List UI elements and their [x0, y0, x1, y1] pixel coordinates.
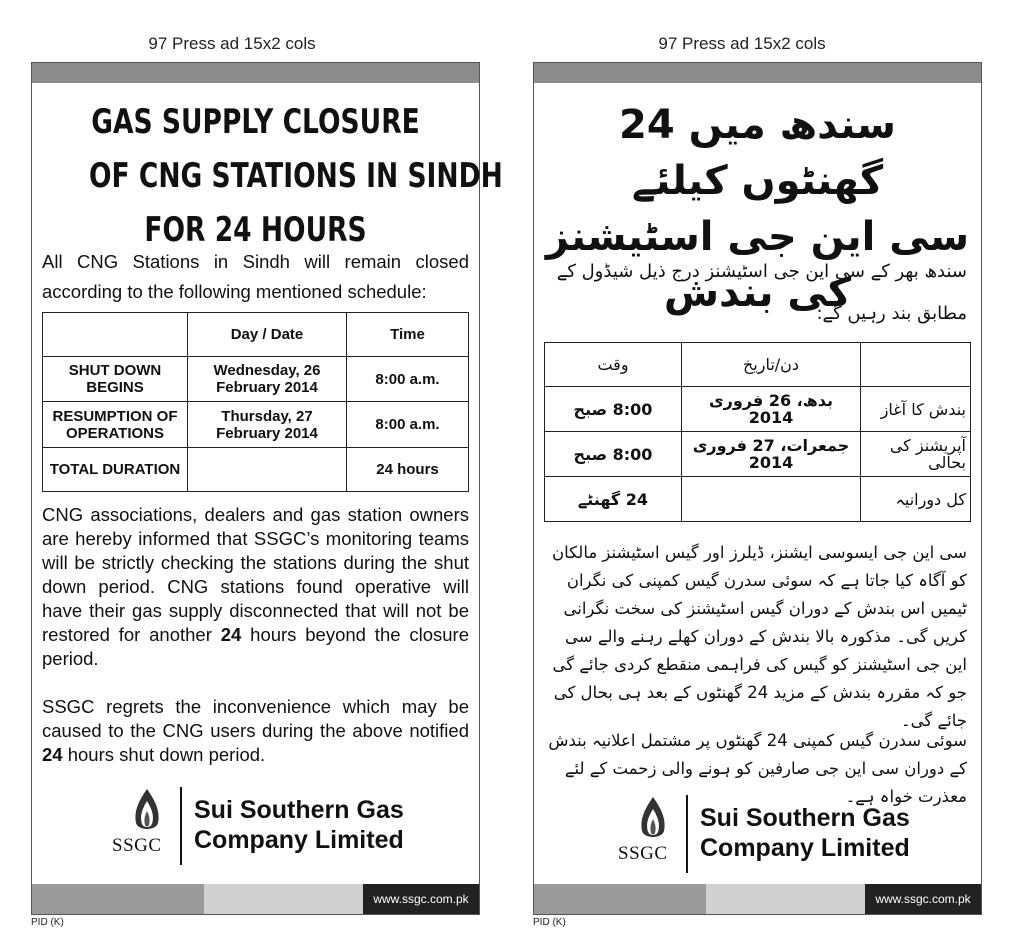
table-row: [43, 402, 469, 447]
row-date: Wednesday, 26 February 2014: [188, 357, 347, 402]
bottom-bar: [32, 884, 479, 914]
pid-label-left: PID (K): [31, 917, 64, 928]
title-line-1: GAS SUPPLY CLOSURE: [91, 102, 420, 142]
row-date: Thursday, 27 February 2014: [188, 402, 347, 447]
company-name: Sui Southern Gas Company Limited: [194, 796, 404, 854]
urdu-schedule-table: [544, 342, 971, 522]
row-time: 8:00 صبح: [545, 387, 682, 432]
urdu-ad-panel: [533, 62, 982, 915]
header-blank: [43, 313, 188, 357]
row-time: 24 گھنٹے: [545, 477, 682, 522]
english-schedule-table: [42, 312, 469, 492]
title-line-2: OF CNG STATIONS IN SINDH: [88, 156, 503, 196]
row-label: بندش کا آغاز: [861, 387, 971, 432]
row-time: 24 hours: [347, 447, 469, 491]
row-time: 8:00 a.m.: [347, 357, 469, 402]
ad-label-right: 97 Press ad 15x2 cols: [658, 34, 826, 53]
top-bar: [534, 63, 981, 83]
logo-divider: [686, 795, 688, 873]
table-row: [545, 432, 971, 477]
urdu-title-line-3: کی بندش: [663, 270, 852, 316]
flame-icon: [132, 787, 162, 835]
ssgc-logo: [618, 795, 918, 875]
row-label: آپریشنز کی بحالی: [861, 432, 971, 477]
pid-label-right: PID (K): [533, 917, 566, 928]
table-row: [43, 447, 469, 491]
header-day-date: Day / Date: [188, 313, 347, 357]
header-time: Time: [347, 313, 469, 357]
top-bar: [32, 63, 479, 83]
company-name: Sui Southern Gas Company Limited: [700, 804, 910, 862]
urdu-paragraph-1: سی این جی ایسوسی ایشنز، ڈیلرز اور گیس اسٹیشنز مالکان کو آگاہ کیا جاتا ہے کہ سوئی سدرن گیس کمپنی کی نگران ٹیمیں اس بندش کے دوران گیس اسٹیشنز کی سخت نگرانی کریں گی۔ مذکورہ بالا بندش کے دوران کھلے رہنے والے سی این جی اسٹیشنز کو گیس کی فراہمی منقطع کردی جائے گی جو کہ مقررہ بندش کے مزید 24 گھنٹوں کے بعد ہی بحال کی جائے گی۔: [552, 543, 967, 730]
urdu-paragraph-2: سوئی سدرن گیس کمپنی 24 گھنٹوں پر مشتمل اعلانیہ بندش کے دوران سی این جی صارفین کو ہونے والی زحمت کے لئے معذرت خواہ ہے۔: [548, 731, 967, 806]
bottom-bar: [534, 884, 981, 914]
header-day-date: دن/تاریخ: [682, 343, 861, 387]
english-title: [88, 95, 503, 257]
row-label: SHUT DOWN BEGINS: [43, 357, 188, 402]
website-link[interactable]: www.ssgc.com.pk: [363, 884, 479, 914]
row-time: 8:00 a.m.: [347, 402, 469, 447]
english-paragraph-2: SSGC regrets the inconvenience which may be caused to the CNG users during the above notified 24 hours shut down period.: [42, 696, 469, 765]
flame-icon: [638, 795, 668, 843]
row-date: [188, 447, 347, 491]
header-blank: [861, 343, 971, 387]
ad-label-left: 97 Press ad 15x2 cols: [148, 34, 316, 53]
title-line-3: FOR 24 HOURS: [144, 210, 367, 250]
urdu-intro: سندھ بھر کے سی این جی اسٹیشنز درج ذیل شیڈول کے مطابق بند رہیں گے:: [556, 261, 967, 324]
row-time: 8:00 صبح: [545, 432, 682, 477]
english-paragraph-1: CNG associations, dealers and gas station owners are hereby informed that SSGC’s monitoring teams will be strictly checking the stations during the shut down period. CNG stations found operative will have their gas supply disconnected that will not be restored for another 24 hours beyond the closure period.: [42, 504, 470, 669]
table-row: [545, 387, 971, 432]
row-date: [682, 477, 861, 522]
row-label: TOTAL DURATION: [43, 447, 188, 491]
table-row: [545, 477, 971, 522]
urdu-title-line-2: سی این جی اسٹیشنز: [545, 214, 970, 260]
ssgc-acronym: SSGC: [618, 843, 668, 864]
english-intro: All CNG Stations in Sindh will remain closed according to the following mentioned schedule:: [42, 251, 469, 302]
ssgc-acronym: SSGC: [112, 835, 162, 856]
website-link[interactable]: www.ssgc.com.pk: [865, 884, 981, 914]
urdu-title-line-1: سندھ میں 24 گھنٹوں کیلئے: [619, 102, 896, 204]
logo-divider: [180, 787, 182, 865]
english-ad-panel: [31, 62, 503, 915]
header-time: وقت: [545, 343, 682, 387]
row-label: کل دورانیہ: [861, 477, 971, 522]
row-date: بدھ، 26 فروری 2014: [682, 387, 861, 432]
row-label: RESUMPTION OF OPERATIONS: [43, 402, 188, 447]
ssgc-logo: [112, 787, 412, 867]
row-date: جمعرات، 27 فروری 2014: [682, 432, 861, 477]
table-row: [43, 357, 469, 402]
